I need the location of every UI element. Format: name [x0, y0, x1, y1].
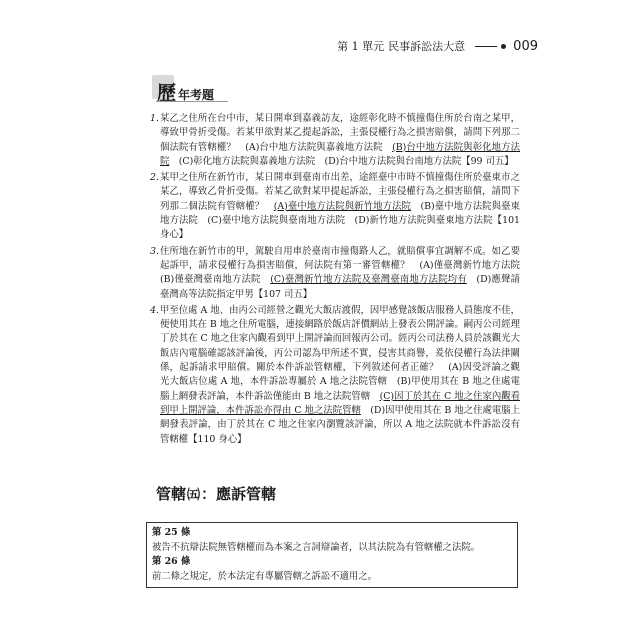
question-segment: (C)彰化地方法院與嘉義地方法院 (D)台中地方法院與台南地方法院【99 司五】 — [169, 155, 514, 167]
law-article-box — [146, 522, 518, 588]
bullet-icon — [501, 44, 506, 49]
question-number: 1. — [150, 113, 159, 124]
question-segment: (D)因甲使用其在 B 地之住處電腦上網發表評論，由丁於其在 C 地之住家內瀏覽該評論，所以 A 地之法院就本件訴訟沒有管轄權【110 身心】 — [160, 404, 521, 445]
question-text — [160, 112, 520, 169]
question-text — [160, 245, 530, 302]
question-segment: 住所地在新竹市的甲，駕駛自用車於臺南市撞傷路人乙，就賠償事宜調解不成。如乙要起訴甲，請求侵權行為損害賠償，何法院有第一審管轄權？ (A)僅臺灣新竹地方法院 (B)僅臺灣臺南地方法院 — [160, 245, 530, 286]
chapter-prefix: 管轄 — [156, 485, 187, 503]
header-title: 民事訴訟法大意 — [388, 40, 466, 53]
question-segment: (D)應聲請臺灣高等法院指定甲男【107 司五】 — [160, 274, 520, 300]
chapter-heading — [156, 483, 276, 504]
question-item — [150, 171, 520, 242]
question-item — [150, 112, 520, 169]
answer-underlined: (A)臺中地方法院與新竹地方法院 — [273, 200, 412, 212]
header-unit: 第 1 單元 — [337, 40, 385, 53]
question-item — [150, 304, 520, 447]
answer-underlined: (B)台中地方法院與彰化地方法院 — [160, 141, 520, 167]
article-text: 前二條之規定，於本法定有專屬管轄之訴訟不適用之。 — [152, 570, 378, 582]
section-rule — [156, 101, 228, 102]
chapter-number: ㈤ — [187, 488, 201, 503]
section-title-rest: 年考題 — [178, 88, 215, 102]
question-segment: 某乙之住所在台中市，某日開車到嘉義訪友，途經彰化時不慎撞傷住所於台南之某甲，導致甲骨折受傷。若某甲欲對某乙提起訴訟，主張侵權行為之損害賠償，請問下列那二個法院有管轄權？ (A)台中地方法院與嘉義地方法院 — [160, 113, 520, 153]
question-list — [150, 112, 530, 449]
question-segment: (B)臺中地方法院與臺東地方法院 (C)臺中地方法院與臺南地方法院 (D)新竹地方法院與臺東地方法院【101 身心】 — [160, 200, 520, 241]
article-text: 被告不抗辯法院無管轄權而為本案之言詞辯論者，以其法院為有管轄權之法院。 — [152, 541, 481, 553]
question-text — [160, 171, 520, 242]
header-rule — [475, 46, 497, 47]
answer-underlined: (C)臺灣新竹地方法院及臺灣臺南地方法院均有 — [270, 274, 467, 286]
question-text — [160, 304, 520, 447]
question-number: 2. — [150, 172, 159, 184]
section-title-big-char: 歷 — [156, 78, 177, 105]
question-segment: 某甲之住所在新竹市，某日開車到臺南市出差，途經臺中市時不慎撞傷住所於臺東市之某乙，導致乙骨折受傷。若某乙欲對某甲提起訴訟，主張侵權行為之損害賠償，請問下列那二個法院有管轄權？ — [160, 172, 520, 212]
running-header — [337, 38, 538, 54]
question-number: 4. — [150, 304, 159, 316]
page-number: 009 — [513, 38, 538, 54]
chapter-title: ：應訴管轄 — [201, 485, 277, 503]
question-number: 3. — [150, 245, 159, 257]
question-item — [150, 245, 530, 302]
question-segment: 甲至位處 A 地、由丙公司經營之觀光大飯店渡假，因甲感覺該飯店服務人員態度不佳，便使用其在 B 地之住所電腦，連接網路於飯店評價網站上發表公開評論。嗣丙公司經理丁於其在 C 地之住家內觀看到甲上開評論而回報丙公司。經丙公司法務人員於該觀光大飯店內電腦確認該評論後，丙公司認為甲所述不實，侵害其商譽，爰依侵權行為法律關係，起訴請求甲賠償。關於本件訴訟管轄權，下列敘述何者正確？ (A)因受評論之觀光大飯店位處 A 地，本件訴訟專屬於 A 地之法院管轄 (B)甲使用其在 B 地之住處電腦上網發表評論，本件訴訟僅能由 B 地之法院管轄 — [160, 304, 521, 402]
article-heading: 第 26 條 — [152, 556, 191, 567]
article-heading: 第 25 條 — [152, 527, 191, 538]
answer-underlined: (C)因丁於其在 C 地之住家內觀看到甲上開評論，本件訴訟亦得由 C 地之法院管轄 — [160, 390, 520, 416]
